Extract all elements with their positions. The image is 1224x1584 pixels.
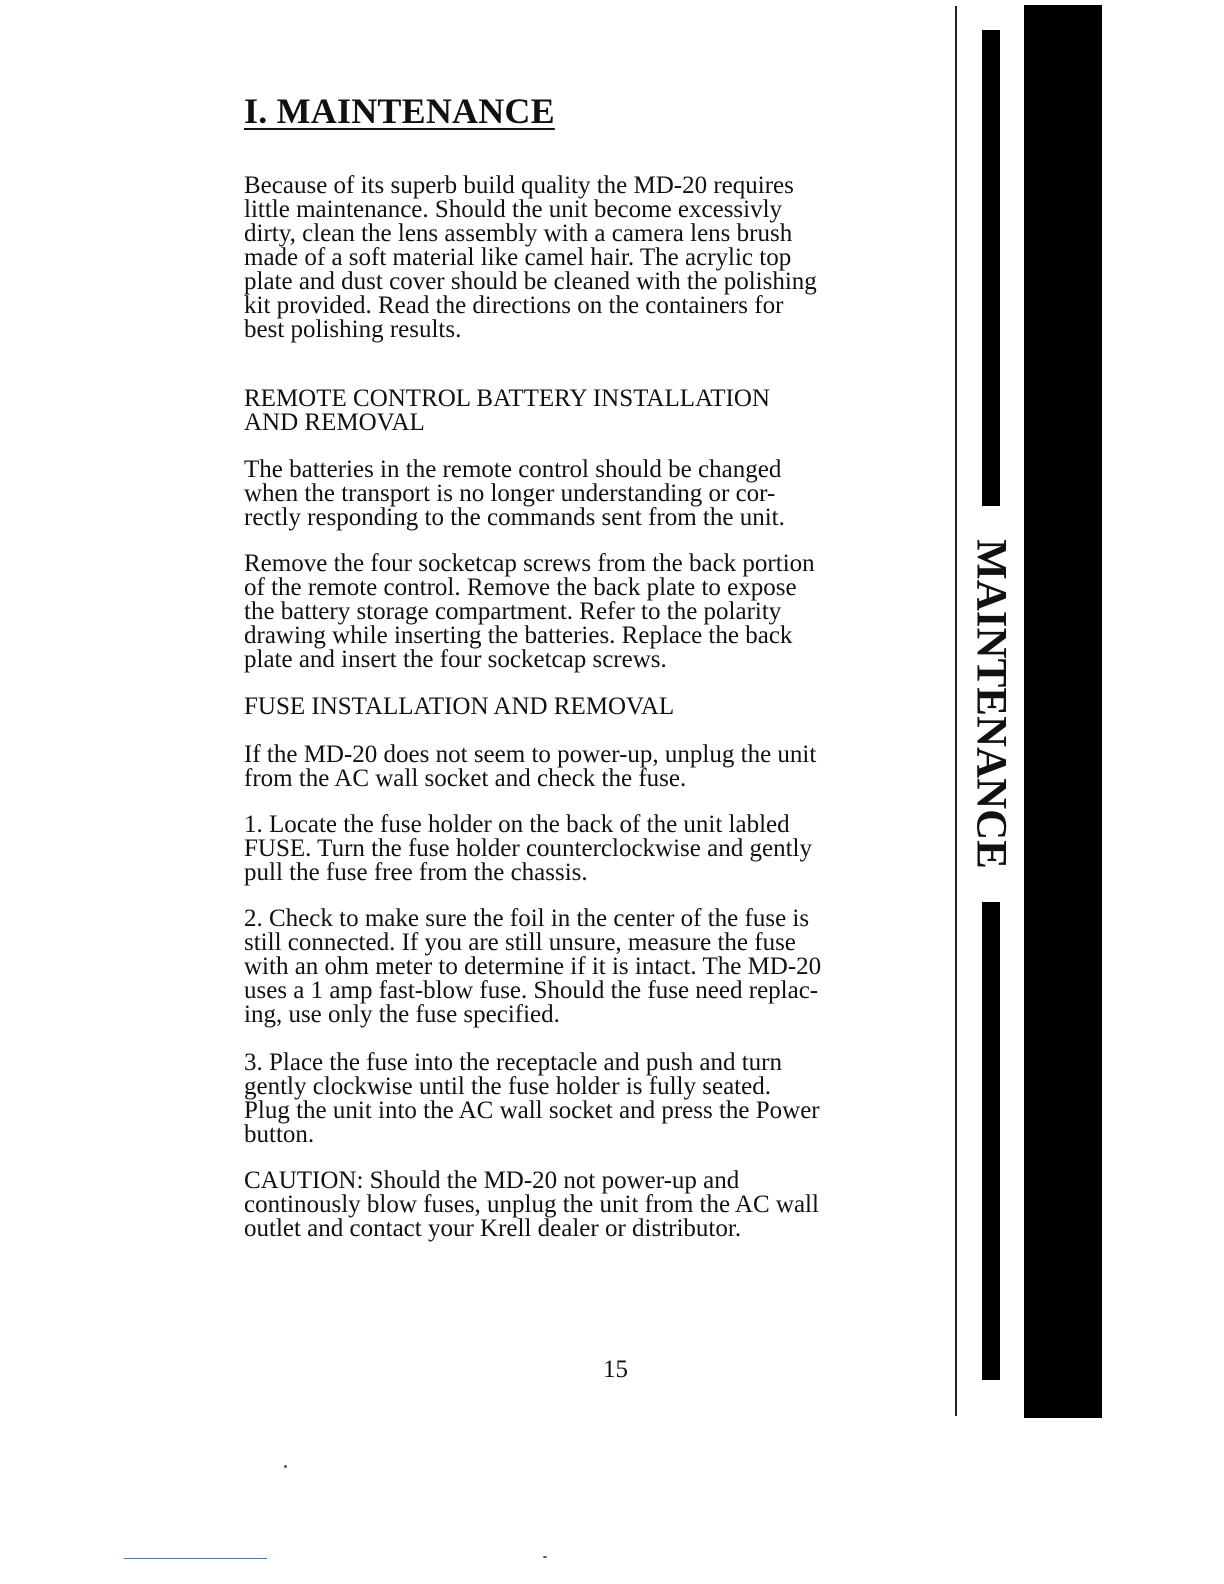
side-tab-divider	[955, 6, 957, 1416]
bottom-rule	[124, 1558, 267, 1559]
remote-battery-heading: REMOTE CONTROL BATTERY INSTALLATION AND REMOVAL	[244, 385, 770, 436]
remote-battery-paragraph-2: Remove the four socketcap screws from the back portion of the remote control. Remove the back plate to expose the battery storage compartment. Refer to the polarity drawing while inserting the batteries. Replace the back plate and insert the four socketcap screws.	[244, 550, 815, 673]
fuse-section-heading: FUSE INSTALLATION AND REMOVAL	[244, 693, 675, 720]
fuse-step-3: 3. Place the fuse into the receptacle and push and turn gently clockwise until the fuse holder is fully seated. Plug the unit into the AC wall socket and press the Power button.	[244, 1049, 820, 1148]
scan-speck	[284, 1465, 287, 1468]
remote-battery-paragraph-1: The batteries in the remote control should be changed when the transport is no longer understanding or cor- rectly responding to the commands sent from the unit.	[244, 456, 785, 531]
fuse-intro-paragraph: If the MD-20 does not seem to power-up, unplug the unit from the AC wall socket and check the fuse.	[244, 741, 817, 792]
scan-speck	[543, 1556, 547, 1558]
side-tab-label: MAINTENANCE	[967, 539, 1015, 869]
caution-paragraph: CAUTION: Should the MD-20 not power-up and continously blow fuses, unplug the unit from the AC wall outlet and contact your Krell dealer or distributor.	[244, 1167, 819, 1242]
page-number: 15	[603, 1356, 628, 1383]
fuse-step-2: 2. Check to make sure the foil in the center of the fuse is still connected. If you are still unsure, measure the fuse with an ohm meter to determine if it is intact. The MD-20 uses a 1 amp fast-blow fuse. Should the fuse need replac- ing, use only the fuse specified.	[244, 905, 822, 1028]
side-tab-bar-lower	[982, 902, 1000, 1380]
side-tab-bar-upper	[982, 30, 1000, 506]
page-title: I. MAINTENANCE	[244, 91, 555, 131]
black-edge-tab	[1024, 5, 1102, 1418]
fuse-step-1: 1. Locate the fuse holder on the back of the unit labled FUSE. Turn the fuse holder counterclockwise and gently pull the fuse free from the chassis.	[244, 811, 812, 886]
intro-paragraph: Because of its superb build quality the MD-20 requires little maintenance. Should the unit become excessivly dirty, clean the lens assembly with a camera lens brush made of a soft material like camel hair. The acrylic top plate and dust cover should be cleaned with the polishing kit provided. Read the directions on the containers for best polishing results.	[244, 172, 817, 343]
